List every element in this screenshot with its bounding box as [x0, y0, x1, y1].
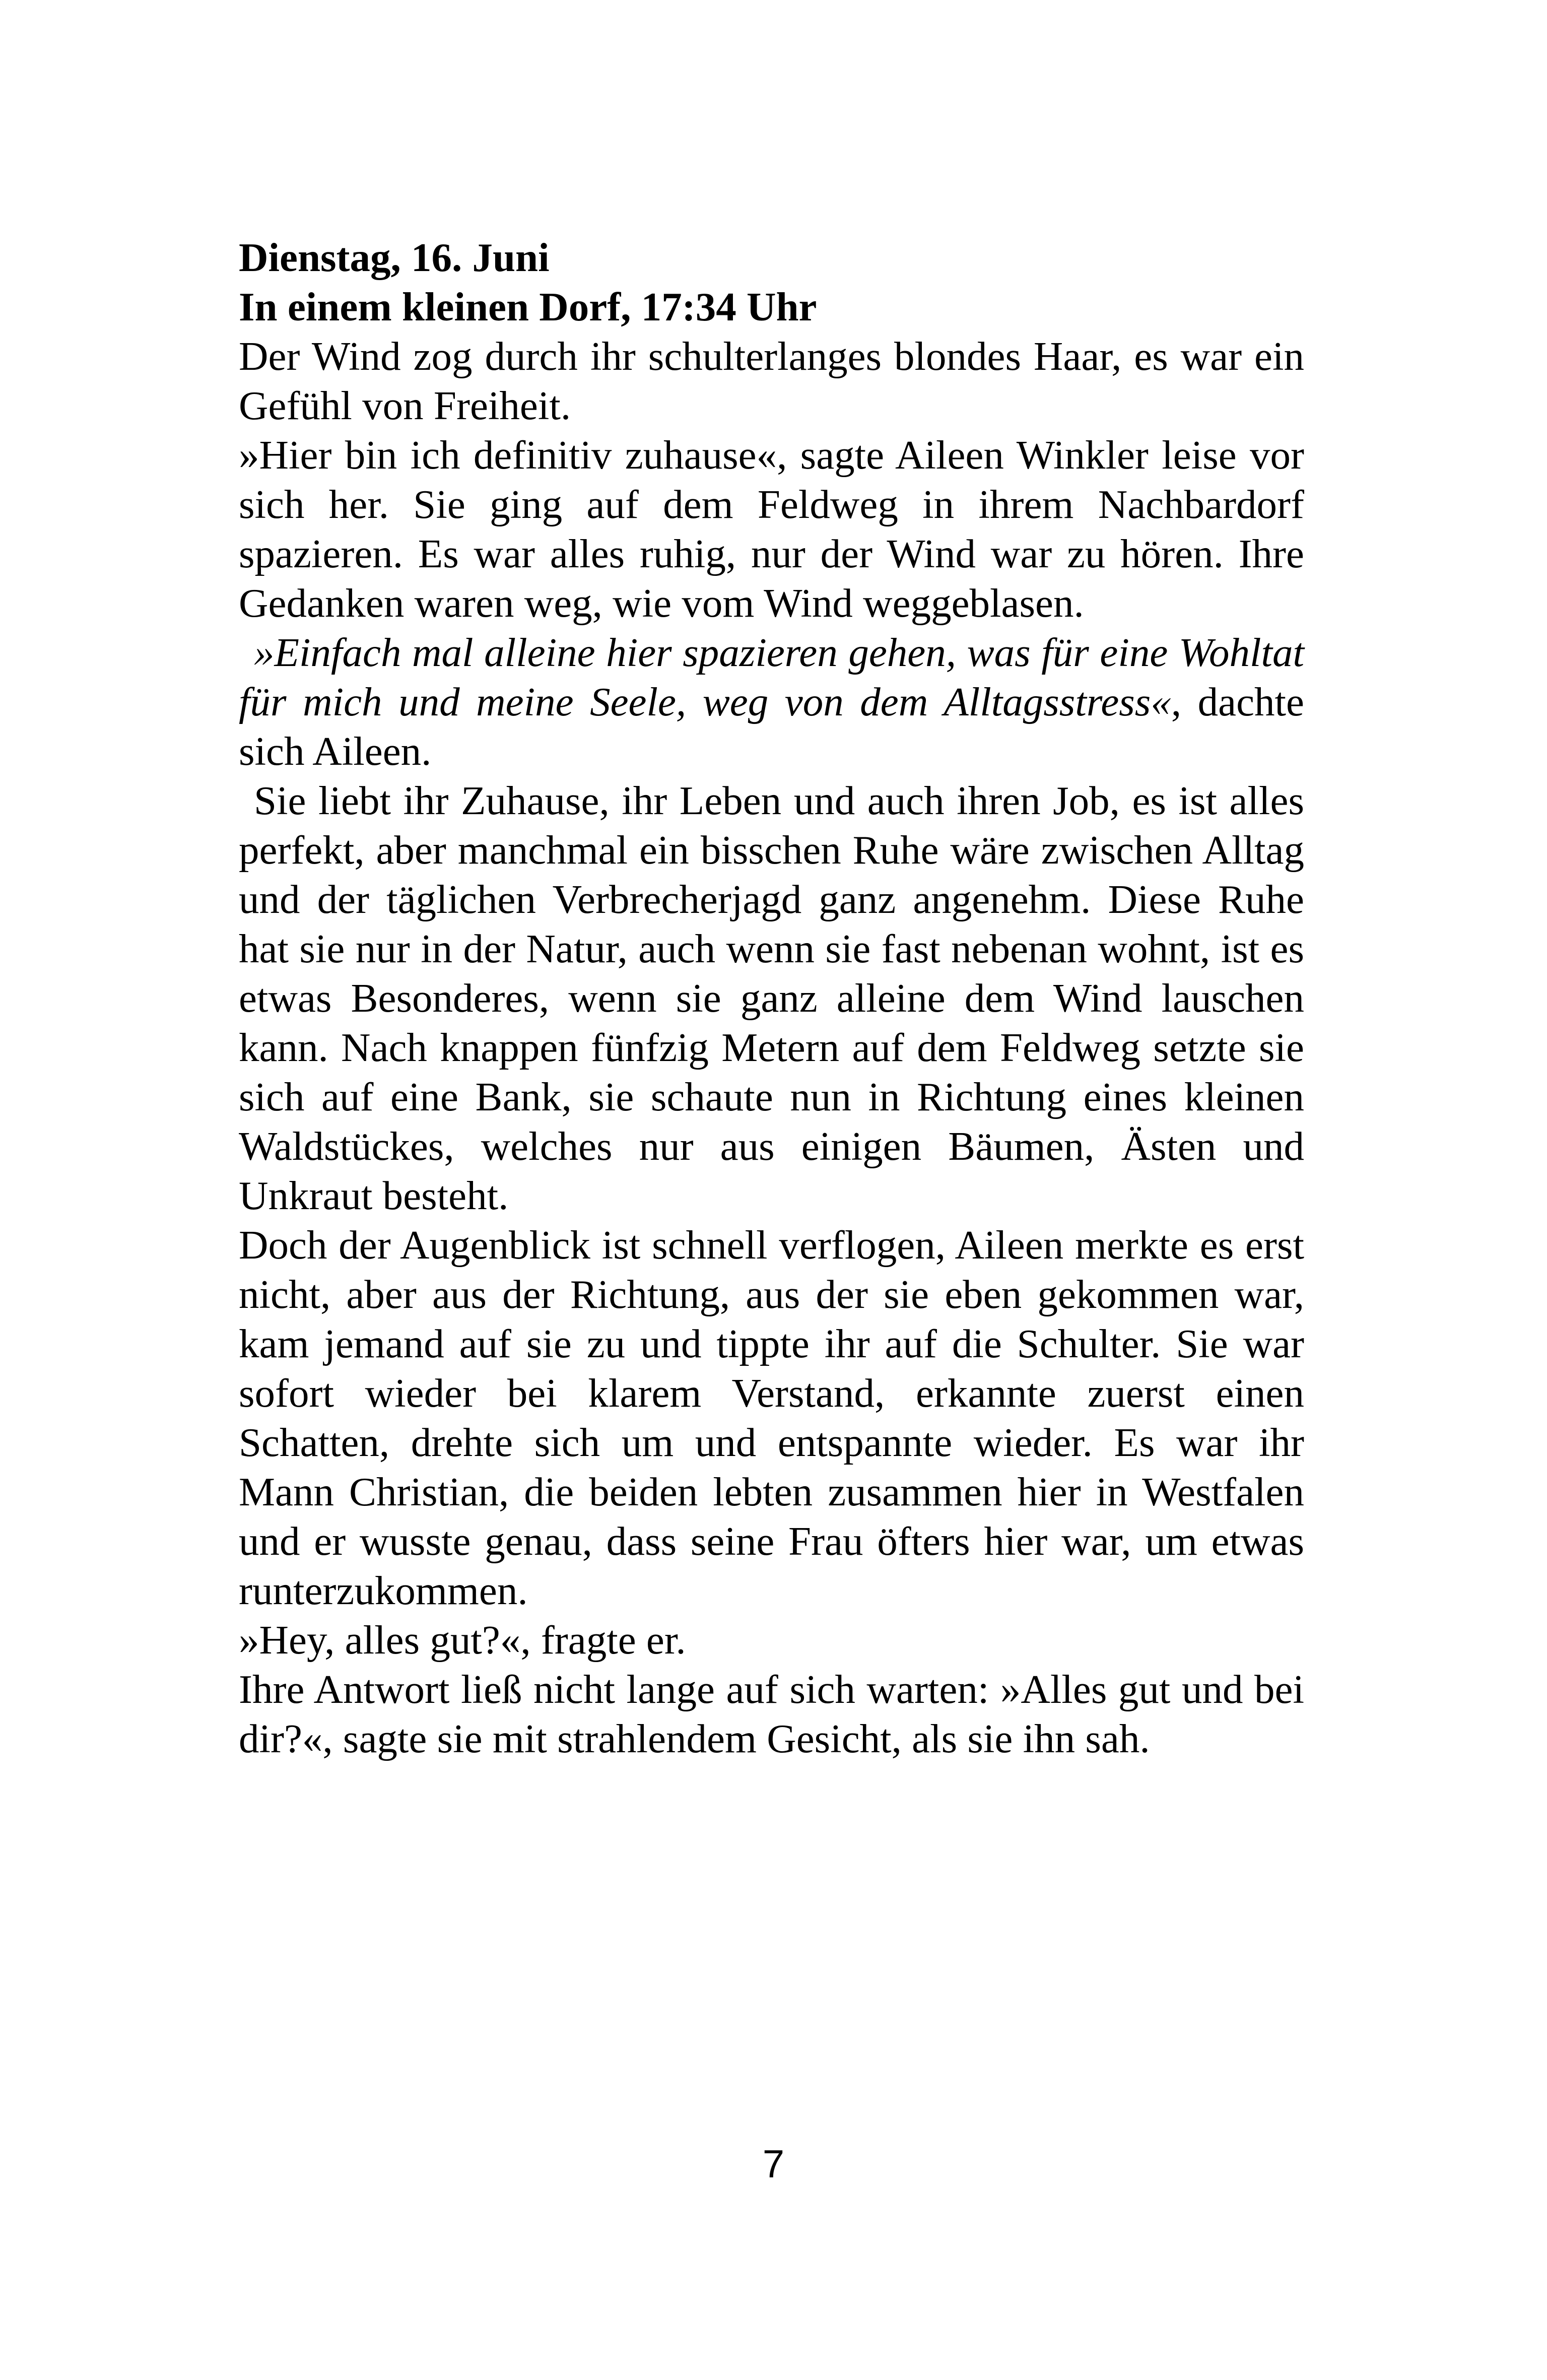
paragraph-3-thought: »Einfach mal alleine hier spazieren gehen, was für eine Wohltat für mich und meine Seele, weg von dem Alltagsstress«	[239, 630, 1304, 724]
paragraph-3-tail: , dachte sich Aileen.	[239, 679, 1304, 774]
paragraph-7: Ihre Antwort ließ nicht lange auf sich warten: »Alles gut und bei dir?«, sagte sie mit strahlendem Gesicht, als sie ihn sah.	[239, 1667, 1304, 1761]
paragraph-3	[239, 628, 1304, 776]
paragraph-1: Der Wind zog durch ihr schulterlanges blondes Haar, es war ein Gefühl von Freiheit.	[239, 334, 1304, 428]
page-number: 7	[762, 2142, 785, 2186]
paragraph-5: Doch der Augenblick ist schnell verflogen, Aileen merkte es erst nicht, aber aus der Richtung, aus der sie eben gekommen war, kam jemand auf sie zu und tippte ihr auf die Schulter. Sie war sofort wieder bei klarem Verstand, erkannte zuerst einen Schatten, drehte sich um und entspannte wieder. Es war ihr Mann Christian, die beiden lebten zusammen hier in Westfalen und er wusste genau, dass seine Frau öfters hier war, um etwas runterzukommen.	[239, 1222, 1304, 1613]
chapter-location-heading: In einem kleinen Dorf, 17:34 Uhr	[239, 284, 817, 329]
page-body	[239, 233, 1304, 1763]
paragraph-4: Sie liebt ihr Zuhause, ihr Leben und auch ihren Job, es ist alles perfekt, aber manchmal ein bisschen Ruhe wäre zwischen Alltag und der täglichen Verbrecherjagd ganz angenehm. Diese Ruhe hat sie nur in der Natur, auch wenn sie fast nebenan wohnt, ist es etwas Besonderes, wenn sie ganz alleine dem Wind lauschen kann. Nach knappen fünfzig Metern auf dem Feldweg setzte sie sich auf eine Bank, sie schaute nun in Richtung eines kleinen Waldstückes, welches nur aus einigen Bäumen, Ästen und Unkraut besteht.	[239, 778, 1304, 1218]
chapter-date-heading: Dienstag, 16. Juni	[239, 235, 550, 280]
paragraph-2: »Hier bin ich definitiv zuhause«, sagte Aileen Winkler leise vor sich her. Sie ging auf dem Feldweg in ihrem Nachbardorf spazieren. Es war alles ruhig, nur der Wind war zu hören. Ihre Gedanken waren weg, wie vom Wind weggeblasen.	[239, 432, 1304, 626]
paragraph-6: »Hey, alles gut?«, fragte er.	[239, 1617, 686, 1663]
